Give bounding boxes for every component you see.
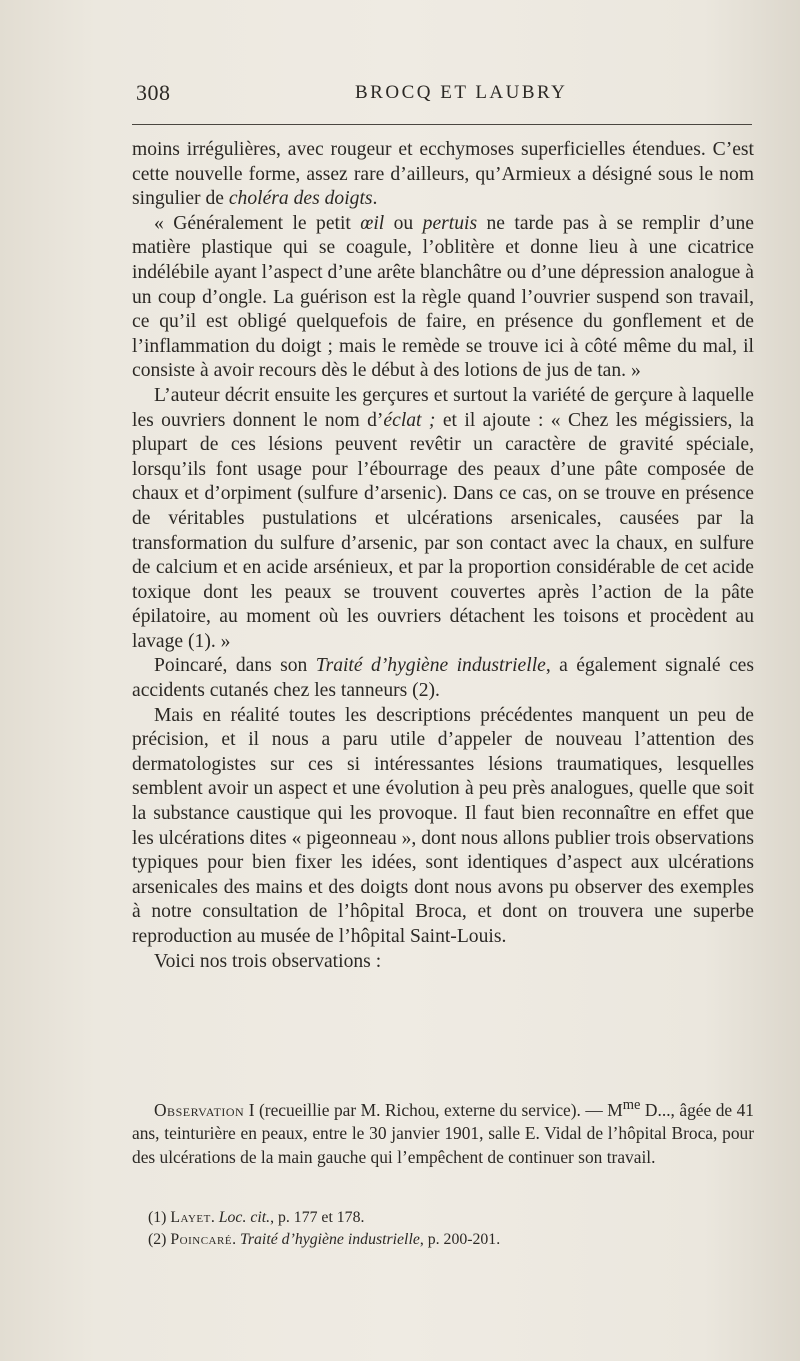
main-text bbox=[132, 138, 754, 974]
observation-block bbox=[132, 1094, 754, 1169]
footnote-2: (2) Poincaré. Traité d’hygiène industrielle, p. 200-201. bbox=[148, 1231, 501, 1248]
observation-paragraph: Observation I (recueillie par M. Richou, externe du service). — $M^{me}$ D..., âgée de 41 ans, teinturière en peaux, entre le 30 janvier 1901, salle E. Vidal de l’hôpital Broca, pour des ulcérations de la main gauche qui l’empêchent de continuer son travail. bbox=[132, 1097, 754, 1167]
paragraph-5: Mais en réalité toutes les descriptions précédentes manquent un peu de précision, et il nous a paru utile d’appeler de nouveau l’attention des dermatologistes sur ces si intéressantes lésions traumatiques, lesquelles semblent avoir un aspect et une évolution à peu près analogues, quelle que soit la substance caustique qui les provoque. Il faut bien reconnaître en effet que les ulcérations dites « pigeonneau », dont nous allons publier trois observations typiques pour bien fixer les idées, sont identiques d’aspect aux ulcérations arsenicales des mains et des doigts dont nous avons pu observer des exemples à notre consultation de l’hôpital Broca, et dont on trouvera une superbe reproduction au musée de l’hôpital Saint-Louis. bbox=[132, 704, 754, 947]
observation-label: Observation bbox=[154, 1099, 245, 1120]
footnotes bbox=[148, 1207, 748, 1251]
paragraph-2: « Généralement le petit œil ou pertuis ne tarde pas à se remplir d’une matière plastique qui se coagule, l’oblitère et donne lieu à une cicatrice indélébile ayant l’aspect d’une arête blanchâtre ou d’une dépression analogue à un coup d’ongle. La guérison est la règle quand l’ouvrier suspend son travail, ce qu’il est obligé quelquefois de faire, en présence du gonflement et de l’inflammation du doigt ; mais le remède se trouve ici à côté même du mal, il consiste à avoir recours dès le début à des lotions de jus de tan. » bbox=[132, 212, 754, 382]
paragraph-3: L’auteur décrit ensuite les gerçures et surtout la variété de gerçure à laquelle les ouvriers donnent le nom d’éclat ; et il ajoute : « Chez les mégissiers, la plupart de ces lésions peuvent revêtir un caractère de gravité spéciale, lorsqu’ils font usage pour l’ébourrage des peaux d’une pâte composée de chaux et d’orpiment (sulfure d’arsenic). Dans ce cas, on se trouve en présence de véritables pustulations et ulcérations arsenicales, causées par la transformation du sulfure d’arsenic, par son contact avec la chaux, en sulfure de calcium et en acide arsénieux, et par la proportion considérable de cet acide toxique dont les peaux se trouvent couvertes après l’action de la pâte épilatoire, au moment où les ouvriers détachent les toisons et procèdent au lavage (1). » bbox=[132, 384, 754, 652]
page-header bbox=[132, 80, 762, 110]
mme-superscript: me bbox=[622, 1097, 641, 1113]
page-number: 308 bbox=[136, 80, 171, 105]
paragraph-1: moins irrégulières, avec rougeur et ecchymoses superficielles étendues. C’est cette nouvelle forme, assez rare d’ailleurs, qu’Armieux a désigné sous le nom singulier de choléra des doigts. bbox=[132, 139, 754, 210]
paragraph-6: Voici nos trois observations : bbox=[154, 950, 382, 972]
observation-number: I bbox=[248, 1099, 255, 1120]
header-rule bbox=[132, 124, 752, 125]
footnote-1: (1) Layet. Loc. cit., p. 177 et 178. bbox=[148, 1209, 365, 1226]
paragraph-4: Poincaré, dans son Traité d’hygiène industrielle, a également signalé ces accidents cutanés chez les tanneurs (2). bbox=[132, 655, 755, 702]
running-head: BROCQ ET LAUBRY bbox=[355, 82, 568, 103]
